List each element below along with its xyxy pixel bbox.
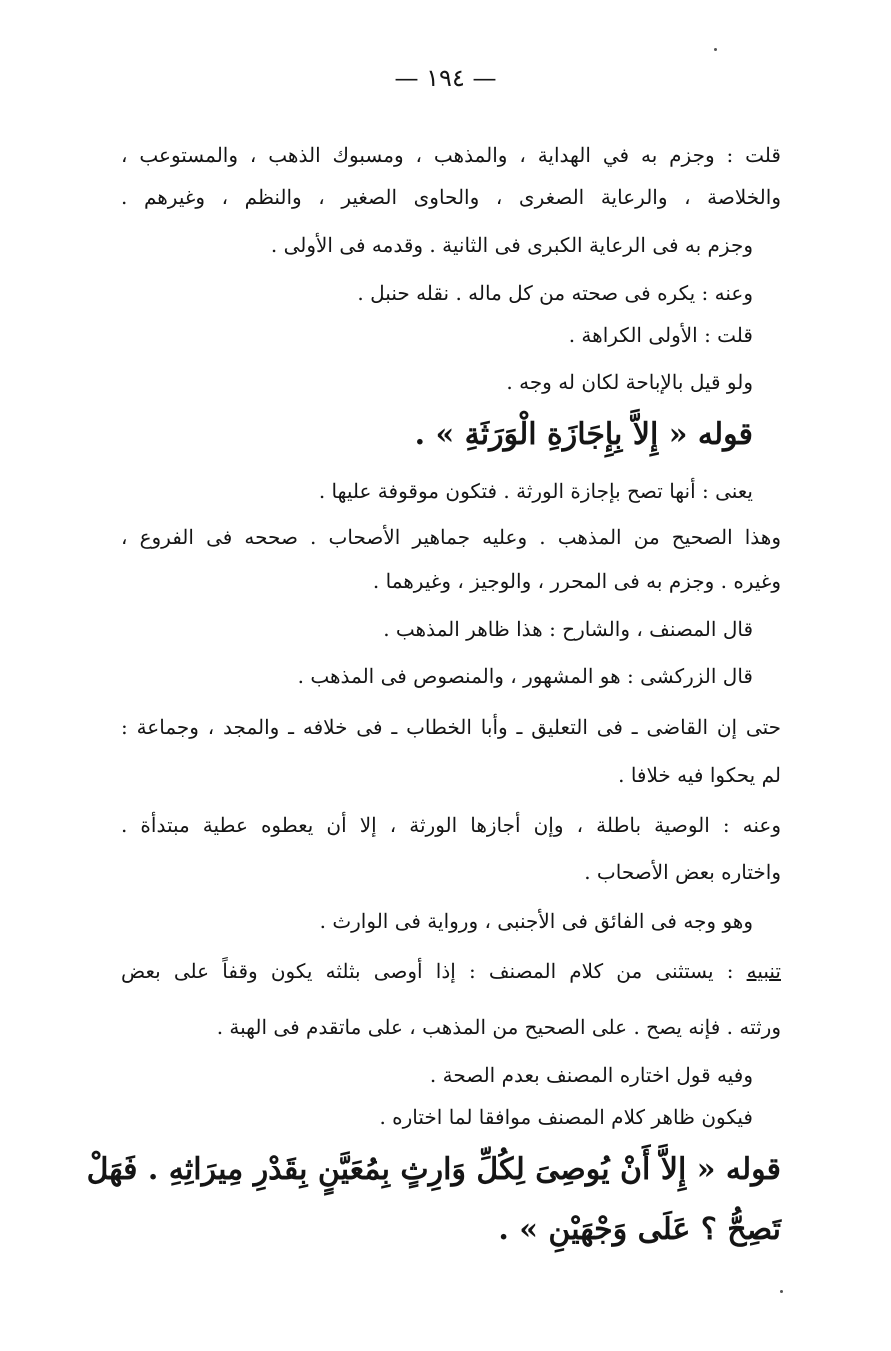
paper-speck — [714, 48, 717, 51]
text-line: يعنى : أنها تصح بإجازة الورثة . فتكون موقوفة عليها . — [318, 479, 753, 503]
paper-speck — [780, 1290, 783, 1293]
text-line: وعنه : يكره فى صحته من كل ماله . نقله حنبل . — [357, 281, 753, 305]
text-line: لم يحكوا فيه خلافا . — [618, 763, 781, 787]
text-line: قال الزركشى : هو المشهور ، والمنصوص فى المذهب . — [297, 664, 753, 688]
text-line: قلت : الأولى الكراهة . — [568, 323, 753, 347]
text-line: وعنه : الوصية باطلة ، وإن أجازها الورثة ، إلا أن يعطوه عطية مبتدأة . — [121, 813, 781, 837]
text-line: وغيره . وجزم به فى المحرر ، والوجيز ، وغيرهما . — [372, 569, 781, 593]
text-line: ورثته . فإنه يصح . على الصحيح من المذهب ، على ماتقدم فى الهبة . — [216, 1015, 781, 1039]
text-line: والخلاصة ، والرعاية الصغرى ، والحاوى الصغير ، والنظم ، وغيرهم . — [121, 185, 781, 209]
text-line: وفيه قول اختاره المصنف بعدم الصحة . — [429, 1063, 753, 1087]
text-line: وجزم به فى الرعاية الكبرى فى الثانية . وقدمه فى الأولى . — [270, 233, 753, 257]
text-line: واختاره بعض الأصحاب . — [584, 860, 781, 884]
text-line: ولو قيل بالإباحة لكان له وجه . — [506, 370, 753, 394]
page-number: — ١٩٤ — — [394, 64, 497, 92]
section-heading: قوله « إِلاَّ بِإِجَازَةِ الْوَرَثَةِ » . — [414, 417, 753, 452]
text-line: قال المصنف ، والشارح : هذا ظاهر المذهب . — [383, 617, 753, 641]
text-line: قلت : وجزم به في الهداية ، والمذهب ، ومسبوك الذهب ، والمستوعب ، — [121, 143, 781, 167]
text-line: حتى إن القاضى ـ فى التعليق ـ وأبا الخطاب ـ فى خلافه ـ والمجد ، وجماعة : — [121, 715, 781, 739]
tanbih-text: يستثنى من كلام المصنف : إذا أوصى بثلثه يكون وقفاً على بعض — [121, 959, 714, 983]
text-line: فيكون ظاهر كلام المصنف موافقا لما اختاره . — [379, 1105, 753, 1129]
section-heading: قوله « إِلاَّ أَنْ يُوصِىَ لِكُلِّ وَارِثٍ بِمُعَيَّنٍ بِقَدْرِ مِيرَاثِهِ . فَهَلْ — [86, 1152, 781, 1187]
text-line: وهو وجه فى الفائق فى الأجنبى ، ورواية فى الوارث . — [319, 909, 753, 933]
text-line: وهذا الصحيح من المذهب . وعليه جماهير الأصحاب . صححه فى الفروع ، — [121, 525, 781, 549]
section-heading: تَصِحُّ ؟ عَلَى وَجْهَيْنِ » . — [498, 1212, 781, 1247]
tanbih-label: تنبيه — [746, 959, 781, 983]
text-line-tanbih: تنبيه : يستثنى من كلام المصنف : إذا أوصى بثلثه يكون وقفاً على بعض — [121, 959, 781, 983]
